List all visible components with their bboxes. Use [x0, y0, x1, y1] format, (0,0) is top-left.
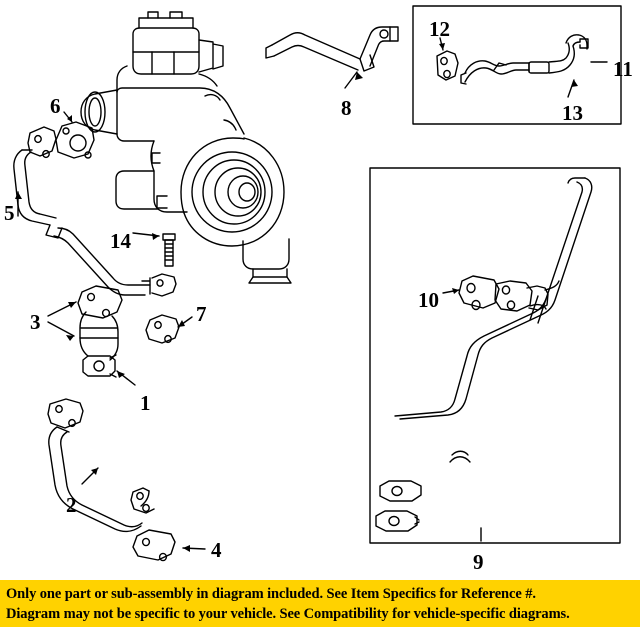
callout-11: 11 — [613, 57, 633, 81]
callout-6: 6 — [50, 94, 61, 118]
disclaimer-line-1: Only one part or sub-assembly in diagram included. See Item Specifics for Reference #. — [6, 586, 536, 602]
callout-13: 13 — [562, 101, 583, 125]
callout-7: 7 — [196, 302, 207, 326]
callout-10: 10 — [418, 288, 439, 312]
part-1-3-assembly — [78, 286, 122, 377]
part-2-tube — [48, 399, 154, 531]
callout-4: 4 — [211, 538, 222, 562]
callout-5: 5 — [4, 201, 15, 225]
part-7-gasket — [146, 315, 179, 343]
disclaimer-banner — [0, 580, 640, 627]
inset-box-lower-right — [370, 168, 620, 543]
disclaimer-line-2: Diagram may not be specific to your vehicle. See Compatibility for vehicle-specific diagrams. — [6, 606, 570, 622]
part-4-gasket — [133, 530, 175, 561]
leader-3b — [48, 322, 74, 336]
callout-3: 3 — [30, 310, 41, 334]
callout-8: 8 — [341, 96, 352, 120]
callout-12: 12 — [429, 17, 450, 41]
part-8-tube — [266, 27, 398, 71]
part-14-bolt — [163, 234, 175, 266]
callout-9: 9 — [473, 550, 484, 574]
callout-2: 2 — [66, 493, 77, 517]
callout-1: 1 — [140, 391, 151, 415]
callout-14: 14 — [110, 229, 131, 253]
leader-8 — [345, 72, 357, 88]
